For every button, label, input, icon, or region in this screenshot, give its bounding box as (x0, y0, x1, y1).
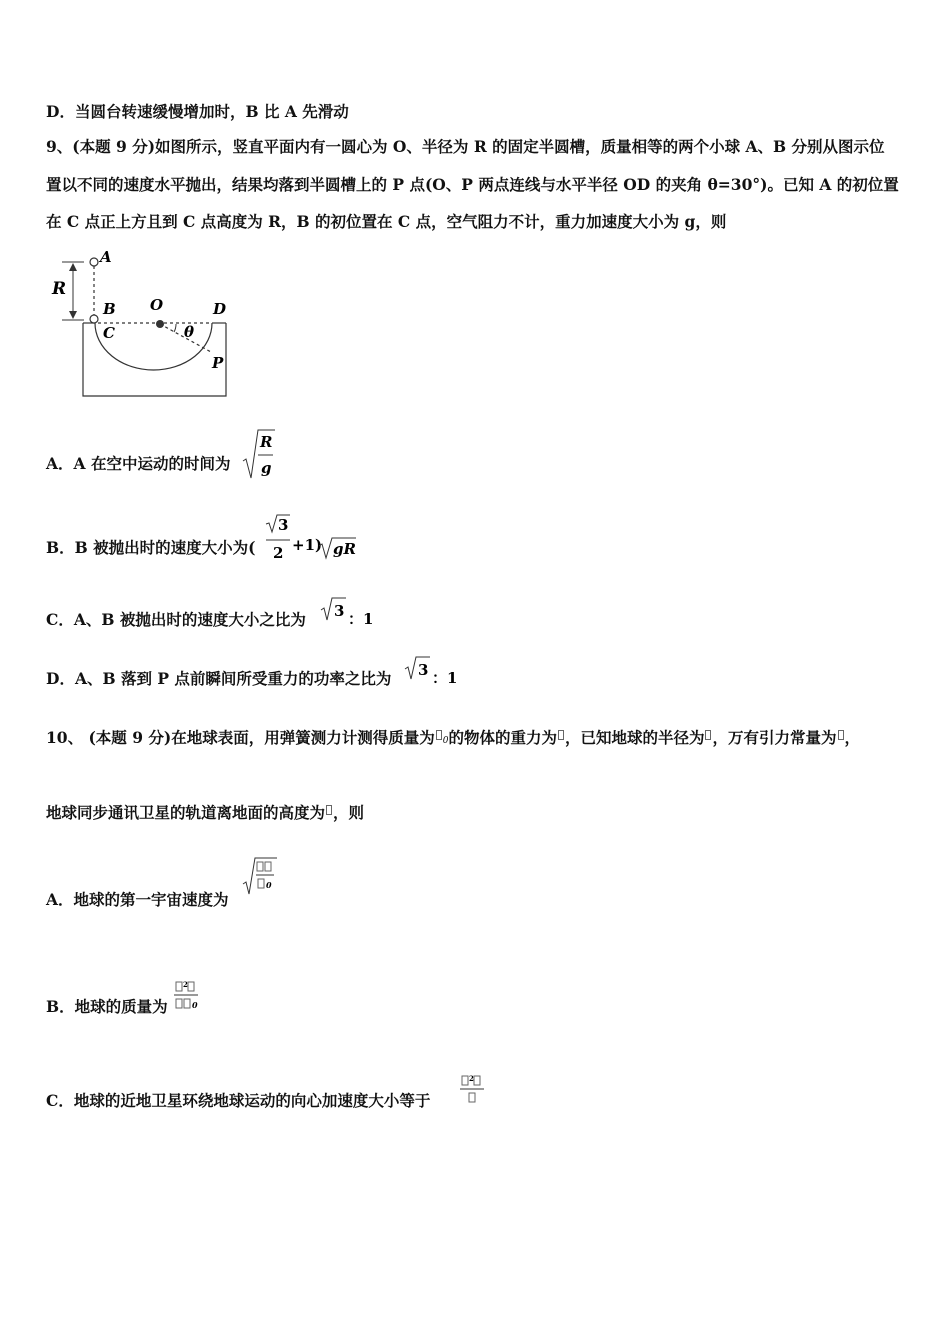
svg-text:R: R (260, 433, 273, 451)
q9-line-2: 置以不同的速度水平抛出，结果均落到半圆槽上的 P 点(O、P 两点连线与水平半径 OD 的夹角 θ=30°)。已知 A 的初位置 (46, 175, 899, 194)
q9-line-3: 在 C 点正上方且到 C 点高度为 R，B 的初位置在 C 点，空气阻力不计，重力加速度大小为 g，则 (46, 212, 727, 231)
q9-option-d: D．A、B 落到 P 点前瞬间所受重力的功率之比为 (46, 669, 392, 688)
prev-option-d: D．当圆台转速缓慢增加时，B 比 A 先滑动 (46, 102, 349, 121)
option-b-fraction (172, 978, 206, 1014)
svg-text:+1): +1) (292, 536, 323, 554)
svg-text:3: 3 (418, 661, 429, 679)
option-b-expression (262, 512, 362, 564)
sqrt-r-over-g (241, 426, 277, 484)
option-c-fraction (458, 1072, 492, 1108)
option-c-expression (319, 594, 379, 628)
q9-line-1: 9、(本题 9 分)如图所示，竖直平面内有一圆心为 O、半径为 R 的固定半圆槽，质量相等的两个小球 A、B 分别从图示位 (46, 137, 885, 156)
missing-glyph-icon (705, 730, 711, 740)
q10-option-a: A．地球的第一宇宙速度为 (46, 890, 229, 909)
q10-option-b: B．地球的质量为 (46, 997, 168, 1016)
missing-glyph-icon (838, 730, 844, 740)
label-theta: θ (184, 323, 195, 341)
q9-option-c: C．A、B 被抛出时的速度大小之比为 (46, 610, 306, 629)
label-A: A (100, 248, 112, 266)
missing-glyph-icon (436, 730, 442, 740)
q9-option-b: B．B 被抛出时的速度大小为( (46, 538, 256, 557)
label-R: R (52, 279, 67, 299)
svg-text:2: 2 (183, 980, 188, 989)
label-O: O (150, 296, 164, 314)
label-C: C (103, 324, 115, 342)
svg-text:：1: ：1 (348, 610, 374, 628)
q10-option-c: C．地球的近地卫星环绕地球运动的向心加速度大小等于 (46, 1091, 431, 1110)
svg-text:0: 0 (192, 1000, 198, 1010)
label-D: D (213, 300, 227, 318)
semicircle-groove-figure (46, 248, 236, 400)
svg-text:3: 3 (278, 516, 289, 534)
svg-text:gR: gR (333, 540, 356, 558)
svg-text:2: 2 (469, 1074, 474, 1083)
q10-line-1: 10、 (本题 9 分)在地球表面，用弹簧测力计测得质量为 0的物体的重力为 ，已知地球的半径为 ，万有引力常量为 ， (46, 728, 861, 747)
svg-text:：1: ：1 (432, 669, 458, 687)
label-P: P (212, 354, 224, 372)
svg-text:3: 3 (334, 602, 345, 620)
q10-line-2: 地球同步通讯卫星的轨道离地面的高度为 ，则 (46, 803, 365, 822)
option-d-expression (403, 653, 463, 687)
svg-text:0: 0 (266, 880, 272, 890)
option-a-root-expression (241, 854, 281, 898)
q9-option-a: A．A 在空中运动的时间为 (46, 454, 231, 473)
svg-text:2: 2 (273, 544, 284, 562)
label-B: B (103, 300, 116, 318)
missing-glyph-icon (558, 730, 564, 740)
svg-text:g: g (261, 459, 272, 477)
missing-glyph-icon (326, 805, 332, 815)
